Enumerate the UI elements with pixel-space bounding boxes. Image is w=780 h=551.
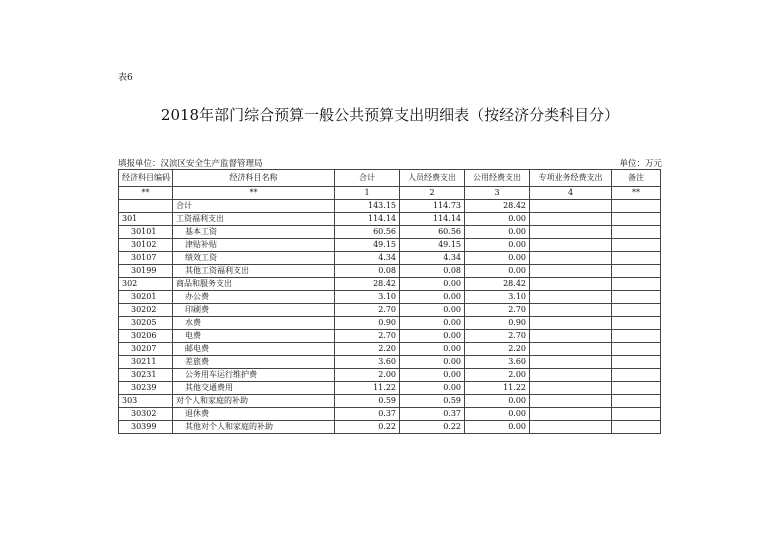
cell-note [612,291,661,304]
table-row [119,200,661,213]
table-row [119,239,661,252]
cell-personnel: 4.34 [400,252,465,265]
cell-note [612,200,661,213]
cell-code: 302 [119,278,173,291]
cell-public: 0.00 [465,239,530,252]
cell-note [612,304,661,317]
cell-note [612,395,661,408]
header-code: 经济科目编码 [119,170,173,187]
cell-note [612,330,661,343]
table-row [119,317,661,330]
cell-name: 基本工资 [173,226,335,239]
cell-total: 49.15 [335,239,400,252]
table-row [119,408,661,421]
cell-total: 2.70 [335,304,400,317]
cell-public: 2.70 [465,330,530,343]
cell-code: 30202 [119,304,173,317]
cell-personnel: 0.00 [400,343,465,356]
cell-name: 办公费 [173,291,335,304]
cell-public: 0.90 [465,317,530,330]
cell-code: 30207 [119,343,173,356]
table-row [119,356,661,369]
cell-code: 301 [119,213,173,226]
cell-code: 30239 [119,382,173,395]
cell-total: 3.10 [335,291,400,304]
cell-code: 30399 [119,421,173,434]
cell-note [612,226,661,239]
cell-personnel: 0.08 [400,265,465,278]
cell-personnel: 0.00 [400,304,465,317]
cell-code: 30107 [119,252,173,265]
header-name: 经济科目名称 [173,170,335,187]
table-row [119,265,661,278]
cell-personnel: 49.15 [400,239,465,252]
cell-special [530,239,612,252]
cell-name: 合计 [173,200,335,213]
cell-total: 60.56 [335,226,400,239]
cell-note [612,213,661,226]
cell-personnel: 114.73 [400,200,465,213]
index-cell: 3 [465,187,530,200]
cell-personnel: 0.00 [400,356,465,369]
table-row [119,304,661,317]
cell-personnel: 60.56 [400,226,465,239]
cell-code: 30211 [119,356,173,369]
table-number: 表6 [118,73,133,83]
cell-personnel: 0.00 [400,330,465,343]
cell-public: 2.00 [465,369,530,382]
header-special: 专项业务经费支出 [530,170,612,187]
cell-personnel: 0.00 [400,382,465,395]
cell-special [530,213,612,226]
header-note: 备注 [612,170,661,187]
cell-special [530,421,612,434]
cell-special [530,330,612,343]
table-row [119,382,661,395]
cell-personnel: 114.14 [400,213,465,226]
cell-name: 退休费 [173,408,335,421]
cell-special [530,343,612,356]
cell-note [612,408,661,421]
cell-public: 0.00 [465,226,530,239]
cell-total: 0.22 [335,421,400,434]
cell-public: 0.00 [465,265,530,278]
cell-special [530,278,612,291]
table-row [119,226,661,239]
cell-special [530,382,612,395]
cell-name: 其他交通费用 [173,382,335,395]
cell-personnel: 0.22 [400,421,465,434]
cell-public: 0.00 [465,395,530,408]
table-row [119,369,661,382]
table-row [119,213,661,226]
cell-personnel: 0.00 [400,291,465,304]
cell-name: 其他工资福利支出 [173,265,335,278]
cell-special [530,395,612,408]
cell-name: 公务用车运行维护费 [173,369,335,382]
cell-total: 0.08 [335,265,400,278]
cell-code: 303 [119,395,173,408]
cell-total: 4.34 [335,252,400,265]
cell-name: 其他对个人和家庭的补助 [173,421,335,434]
header-row [119,170,661,187]
cell-total: 28.42 [335,278,400,291]
cell-special [530,408,612,421]
cell-code: 30302 [119,408,173,421]
cell-special [530,369,612,382]
cell-code: 30199 [119,265,173,278]
header-public: 公用经费支出 [465,170,530,187]
header-personnel: 人员经费支出 [400,170,465,187]
cell-name: 津贴补贴 [173,239,335,252]
table-row [119,343,661,356]
cell-special [530,317,612,330]
cell-code: 30206 [119,330,173,343]
cell-code: 30205 [119,317,173,330]
cell-public: 0.00 [465,252,530,265]
cell-public: 0.00 [465,213,530,226]
cell-special [530,200,612,213]
cell-name: 电费 [173,330,335,343]
index-row [119,187,661,200]
cell-code [119,200,173,213]
expenditure-table [118,169,661,434]
page-title: 2018年部门综合预算一般公共预算支出明细表（按经济分类科目分） [160,106,620,124]
cell-total: 0.59 [335,395,400,408]
cell-public: 28.42 [465,278,530,291]
cell-note [612,356,661,369]
cell-code: 30201 [119,291,173,304]
cell-special [530,291,612,304]
cell-public: 3.60 [465,356,530,369]
cell-total: 2.70 [335,330,400,343]
cell-code: 30101 [119,226,173,239]
cell-name: 差旅费 [173,356,335,369]
cell-name: 水费 [173,317,335,330]
cell-personnel: 0.00 [400,278,465,291]
cell-personnel: 0.37 [400,408,465,421]
cell-total: 0.37 [335,408,400,421]
cell-note [612,382,661,395]
index-cell: ** [173,187,335,200]
cell-public: 11.22 [465,382,530,395]
index-cell: 4 [530,187,612,200]
table-row [119,291,661,304]
cell-personnel: 0.00 [400,317,465,330]
table-row [119,330,661,343]
cell-code: 30102 [119,239,173,252]
cell-public: 2.20 [465,343,530,356]
cell-public: 3.10 [465,291,530,304]
index-cell: 2 [400,187,465,200]
cell-note [612,421,661,434]
cell-name: 邮电费 [173,343,335,356]
table-row [119,278,661,291]
cell-note [612,239,661,252]
cell-name: 印刷费 [173,304,335,317]
cell-note [612,265,661,278]
cell-total: 3.60 [335,356,400,369]
cell-public: 28.42 [465,200,530,213]
cell-name: 对个人和家庭的补助 [173,395,335,408]
cell-total: 0.90 [335,317,400,330]
cell-note [612,252,661,265]
cell-note [612,278,661,291]
cell-name: 绩效工资 [173,252,335,265]
cell-total: 11.22 [335,382,400,395]
index-cell: 1 [335,187,400,200]
cell-note [612,343,661,356]
cell-special [530,252,612,265]
cell-special [530,226,612,239]
cell-public: 0.00 [465,408,530,421]
cell-name: 商品和服务支出 [173,278,335,291]
reporting-unit: 填报单位：汉滨区安全生产监督管理局 [118,159,263,169]
cell-special [530,304,612,317]
cell-name: 工资福利支出 [173,213,335,226]
cell-note [612,369,661,382]
cell-special [530,265,612,278]
cell-personnel: 0.59 [400,395,465,408]
cell-total: 2.00 [335,369,400,382]
cell-personnel: 0.00 [400,369,465,382]
cell-public: 0.00 [465,421,530,434]
table-row [119,421,661,434]
header-total: 合计 [335,170,400,187]
cell-code: 30231 [119,369,173,382]
table-row [119,395,661,408]
index-cell: ** [119,187,173,200]
cell-total: 2.20 [335,343,400,356]
cell-special [530,356,612,369]
index-cell: ** [612,187,661,200]
currency-unit: 单位：万元 [619,159,662,169]
table-row [119,252,661,265]
cell-note [612,317,661,330]
cell-total: 114.14 [335,213,400,226]
cell-public: 2.70 [465,304,530,317]
cell-total: 143.15 [335,200,400,213]
